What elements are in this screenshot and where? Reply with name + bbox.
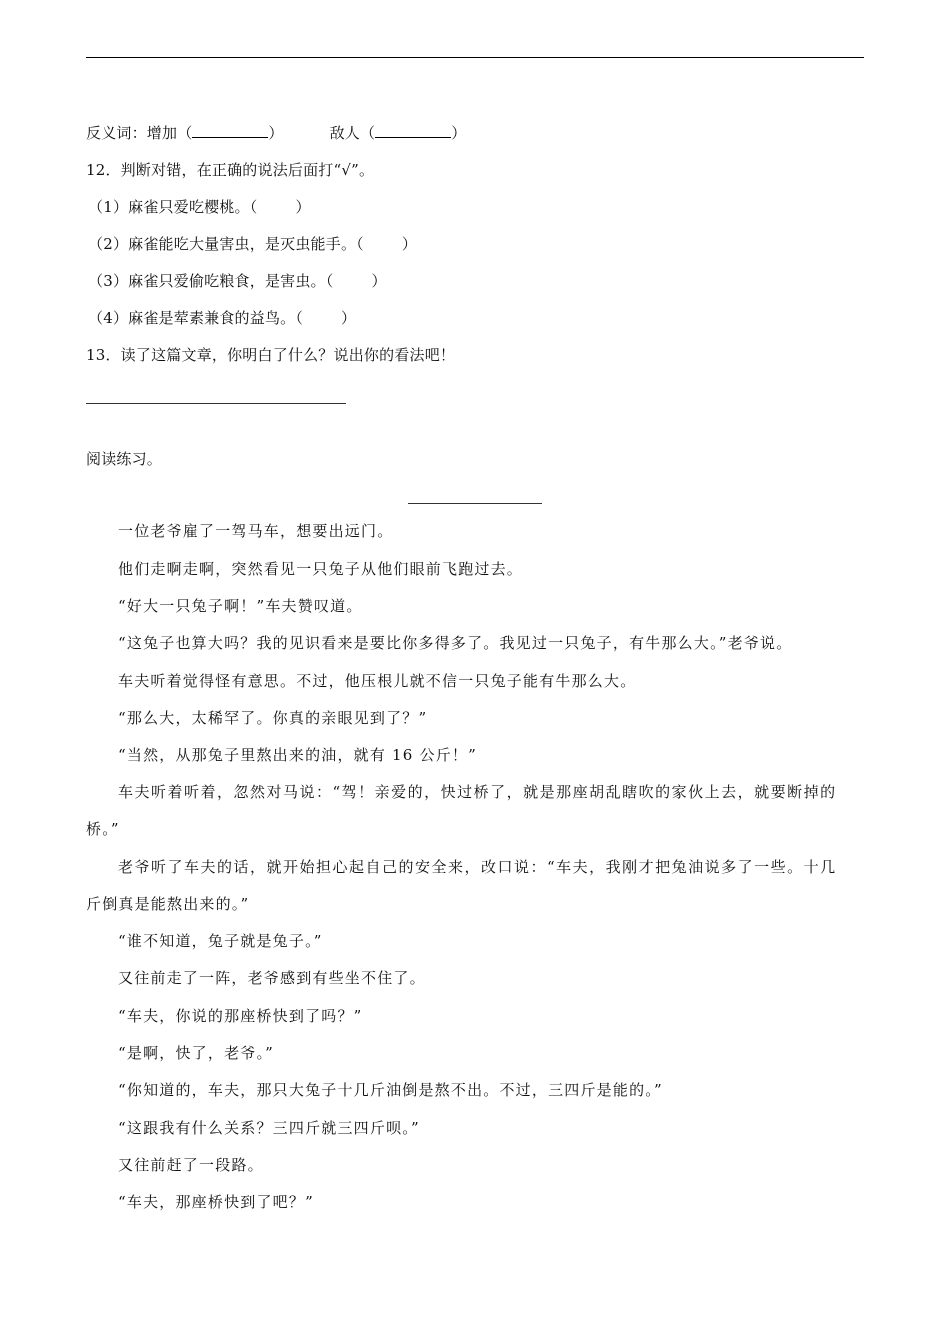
question-13-prompt: 13．读了这篇文章，你明白了什么？说出你的看法吧！ xyxy=(86,346,456,364)
q12-item-text: （4）麻雀是荤素兼食的益鸟。（ xyxy=(88,309,304,327)
story-paragraph: “车夫，那座桥快到了吧？” xyxy=(118,1193,314,1211)
q12-item-close: ） xyxy=(371,272,387,290)
story-paragraph: 老爷听了车夫的话，就开始担心起自己的安全来，改口说：“车夫，我刚才把兔油说多了一些。十几 xyxy=(118,858,837,876)
antonyms-line xyxy=(86,123,466,143)
story-paragraph: “车夫，你说的那座桥快到了吗？” xyxy=(118,1007,363,1025)
story-paragraph: 又往前走了一阵，老爷感到有些坐不住了。 xyxy=(118,969,426,987)
story-paragraph: 一位老爷雇了一驾马车，想要出远门。 xyxy=(118,522,394,540)
question-12-prompt: 12．判断对错，在正确的说法后面打“√”。 xyxy=(86,161,375,179)
antonym-close-1: ） xyxy=(268,124,284,142)
header-rule xyxy=(86,57,864,58)
antonym-label-1: 反义词：增加（ xyxy=(86,124,193,142)
antonym-blank-2[interactable] xyxy=(375,123,451,138)
story-paragraph: “谁不知道，兔子就是兔子。” xyxy=(118,932,323,950)
story-paragraph-continued: 桥。” xyxy=(86,820,120,838)
antonym-label-2: 敌人（ xyxy=(329,124,376,142)
antonym-blank-1[interactable] xyxy=(192,123,268,138)
story-paragraph-continued: 斤倒真是能熬出来的。” xyxy=(86,895,250,913)
story-paragraph: 车夫听着觉得怪有意思。不过，他压根儿就不信一只兔子能有牛那么大。 xyxy=(118,672,637,690)
q12-item-3 xyxy=(88,271,387,291)
reading-heading: 阅读练习。 xyxy=(86,450,163,468)
q12-item-close: ） xyxy=(341,309,357,327)
q12-item-4 xyxy=(88,308,356,328)
q13-answer-line[interactable] xyxy=(86,403,346,404)
antonym-close-2: ） xyxy=(451,124,467,142)
story-title-blank[interactable] xyxy=(408,503,542,504)
story-paragraph: “你知道的，车夫，那只大兔子十几斤油倒是熬不出。不过，三四斤是能的。” xyxy=(118,1081,663,1099)
q12-item-2 xyxy=(88,234,417,254)
story-paragraph: 车夫听着听着，忽然对马说：“驾！亲爱的，快过桥了，就是那座胡乱瞎吹的家伙上去，就要断掉的 xyxy=(118,783,837,801)
story-paragraph: “好大一只兔子啊！”车夫赞叹道。 xyxy=(118,597,363,615)
q12-item-close: ） xyxy=(295,198,311,216)
q12-item-text: （2）麻雀能吃大量害虫，是灭虫能手。（ xyxy=(88,235,364,253)
story-paragraph: “当然，从那兔子里熬出来的油，就有 16 公斤！” xyxy=(118,746,477,764)
story-paragraph: 他们走啊走啊，突然看见一只兔子从他们眼前飞跑过去。 xyxy=(118,560,524,578)
story-paragraph: “是啊，快了，老爷。” xyxy=(118,1044,275,1062)
story-paragraph: “这跟我有什么关系？三四斤就三四斤呗。” xyxy=(118,1119,420,1137)
q12-item-close: ） xyxy=(401,235,418,253)
q12-item-text: （1）麻雀只爱吃樱桃。（ xyxy=(88,198,258,216)
q12-item-1 xyxy=(88,197,311,217)
story-paragraph: “那么大，太稀罕了。你真的亲眼见到了？” xyxy=(118,709,428,727)
story-paragraph: 又往前赶了一段路。 xyxy=(118,1156,264,1174)
q12-item-text: （3）麻雀只爱偷吃粮食，是害虫。（ xyxy=(88,272,334,290)
story-paragraph: “这兔子也算大吗？我的见识看来是要比你多得多了。我见过一只兔子，有牛那么大。”老爷说。 xyxy=(118,634,793,652)
